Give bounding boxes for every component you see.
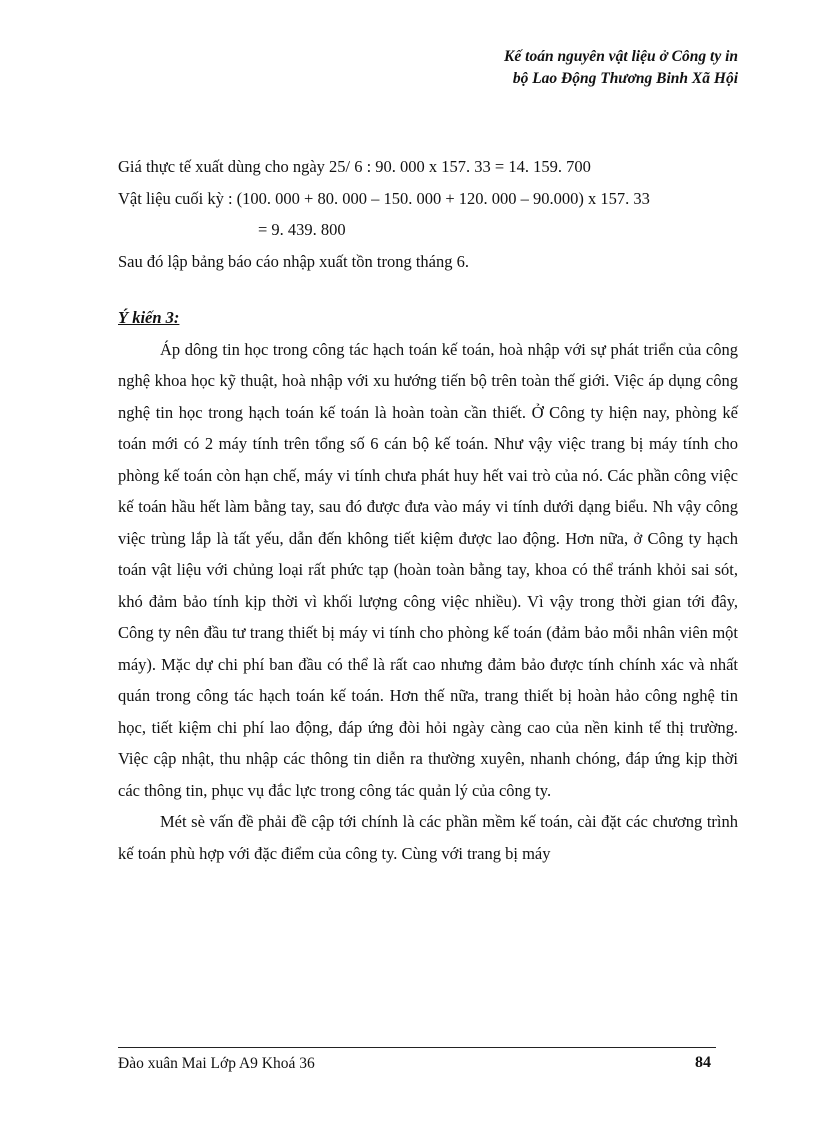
calc-line-ending-material: Vật liệu cuối kỳ : (100. 000 + 80. 000 – 150. 000 + 120. 000 – 90.000) x 157. 33	[118, 188, 650, 208]
header-title-line-1: Kế toán nguyên vật liệu ở Công ty in	[504, 48, 738, 65]
page-header	[318, 46, 738, 90]
footer-author: Đào xuân Mai Lớp A9 Khoá 36	[118, 1055, 315, 1072]
section-heading: Ý kiến 3:	[118, 308, 180, 327]
calc-line-report-note: Sau đó lập bảng báo cáo nhập xuất tồn trong tháng 6.	[118, 251, 470, 271]
footer-divider	[118, 1047, 716, 1048]
page-body	[118, 151, 738, 869]
page-number: 84	[695, 1054, 711, 1071]
section-paragraph-2: Mét sè vấn đề phải đề cập tới chính là các phần mềm kế toán, cài đặt các chương trình kế toán phù hợp với đặc điểm của công ty. Cùng với trang bị máy	[118, 812, 738, 863]
header-title-line-2: bộ Lao Động Thương Binh Xã Hội	[512, 70, 738, 87]
calc-line-result: = 9. 439. 800	[258, 220, 346, 239]
section-paragraph-1: Áp dông tin học trong công tác hạch toán kế toán, hoà nhập với sự phát triển của công nghệ khoa học kỹ thuật, hoà nhập với xu hướng tiến bộ trên toàn thế giới. Việc áp dụng công nghệ tin học trong hạch toán kế toán là hoàn toàn cần thiết. Ở Công ty hiện nay, phòng kế toán mới có 2 máy tính trên tổng số 6 cán bộ kế toán. Như vậy việc trang bị máy tính cho phòng kế toán còn hạn chế, máy vi tính chưa phát huy hết vai trò của nó. Các phần công việc kế toán hầu hết làm bằng tay, sau đó được đưa vào máy vi tính dưới dạng biểu. Nh vậy công việc trùng lắp là tất yếu, dẫn đến không tiết kiệm được lao động. Hơn nữa, ở Công ty hạch toán vật liệu với chủng loại rất phức tạp (hoàn toàn bằng tay, khoa có thể tránh khỏi sai sót, khó đảm bảo tính kịp thời vì khối lượng công việc nhiều). Vì vậy trong thời gian tới đây, Công ty nên đầu tư trang thiết bị máy vi tính cho phòng kế toán (đảm bảo mỗi nhân viên một máy). Mặc dự chi phí ban đầu có thể là rất cao nhưng đảm bảo được tính chính xác và nhất quán trong công tác hạch toán kế toán. Hơn thế nữa, trang thiết bị hoàn hảo công nghệ tin học, tiết kiệm chi phí lao động, đáp ứng đòi hỏi ngày càng cao của nền kinh tế thị trường. Việc cập nhật, thu nhập các thông tin diễn ra thường xuyên, nhanh chóng, đáp ứng kịp thời các thông tin, phục vụ đắc lực trong công tác quản lý của công ty.	[118, 339, 738, 800]
calc-line-issue-price: Giá thực tế xuất dùng cho ngày 25/ 6 : 90. 000 x 157. 33 = 14. 159. 700	[118, 157, 591, 176]
